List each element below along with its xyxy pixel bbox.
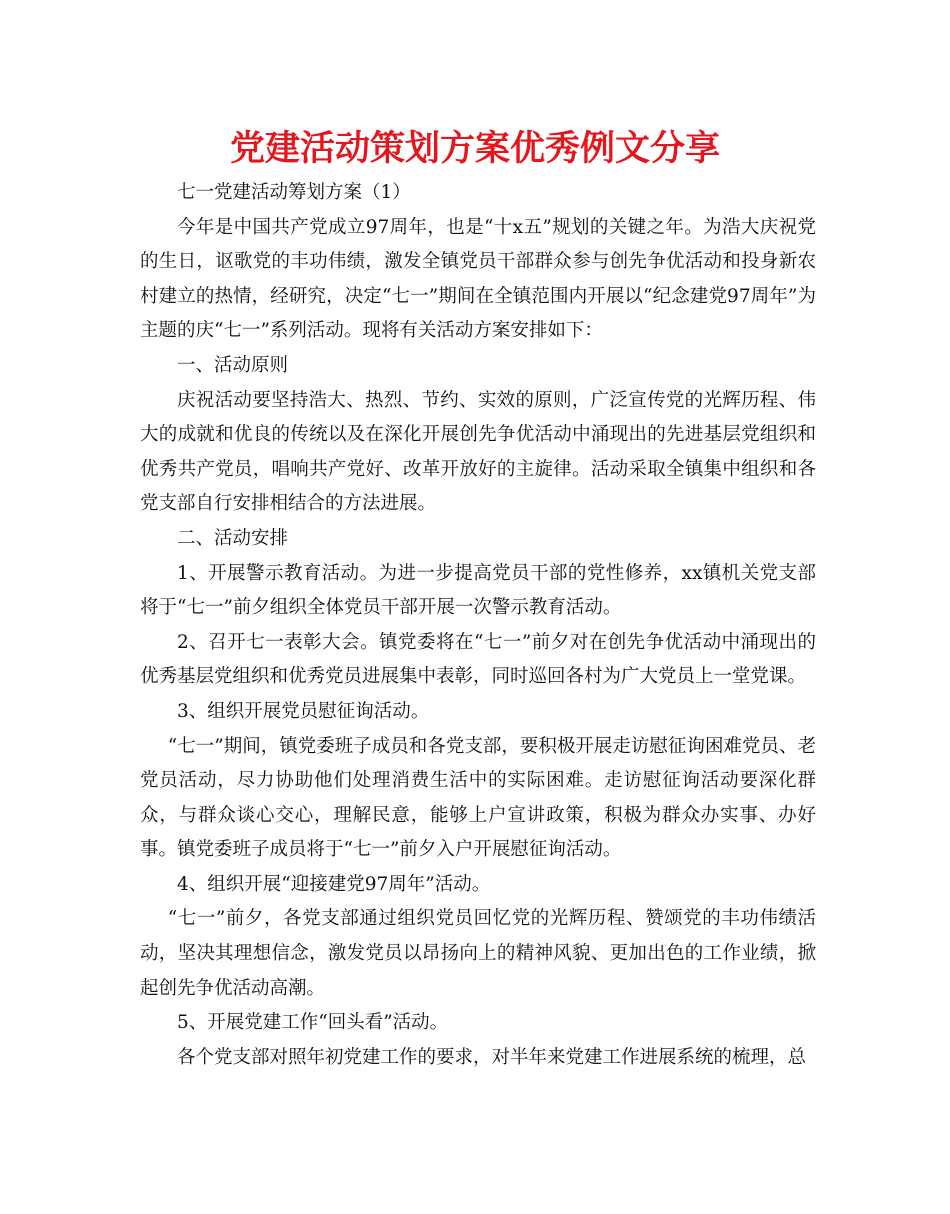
paragraph: 今年是中国共产党成立97周年，也是“十x五”规划的关键之年。为浩大庆祝党的生日，讴歌党的丰功伟绩，激发全镇党员干部群众参与创先争优活动和投身新农村建立的热情，经研究，决定“七一”期间在全镇范围内开展以“纪念建党97周年”为主题的庆“七一”系列活动。现将有关活动方案安排如下： xyxy=(140,216,816,342)
paragraph: “七一”前夕，各党支部通过组织党员回忆党的光辉历程、赞颂党的丰功伟绩活动，坚决其理想信念，激发党员以昂扬向上的精神风貌、更加出色的工作业绩，掀起创先争优活动高潮。 xyxy=(140,908,816,999)
paragraph: 5、开展党建工作“回头看”活动。 xyxy=(177,1012,449,1034)
paragraph: 各个党支部对照年初党建工作的要求，对半年来党建工作进展系统的梳理，总 xyxy=(177,1046,807,1068)
section-heading: 七一党建活动筹划方案（1） xyxy=(177,182,411,203)
paragraph: “七一”期间，镇党委班子成员和各党支部，要积极开展走访慰征询困难党员、老党员活动，尽力协助他们处理消费生活中的实际困难。走访慰征询活动要深化群众，与群众谈心交心，理解民意，能够上户宣讲政策，积极为群众办实事、办好事。镇党委班子成员将于“七一”前夕入户开展慰征询活动。 xyxy=(140,735,816,861)
document-title: 党建活动策划方案优秀例文分享 xyxy=(229,129,720,169)
paragraph: 3、组织开展党员慰征询活动。 xyxy=(177,700,430,722)
section-heading: 二、活动安排 xyxy=(177,527,289,549)
paragraph: 庆祝活动要坚持浩大、热烈、节约、实效的原则，广泛宣传党的光辉历程、伟大的成就和优良的传统以及在深化开展创先争优活动中涌现出的先进基层党组织和优秀共产党员，唱响共产党好、改革开放好的主旋律。活动采取全镇集中组织和各党支部自行安排相结合的方法进展。 xyxy=(140,389,816,515)
paragraph: 1、开展警示教育活动。为进一步提高党员干部的党性修养，xx镇机关党支部将于“七一”前夕组织全体党员干部开展一次警示教育活动。 xyxy=(140,562,816,619)
section-heading: 一、活动原则 xyxy=(177,354,289,376)
paragraph: 2、召开七一表彰大会。镇党委将在“七一”前夕对在创先争优活动中涌现出的优秀基层党组织和优秀党员进展集中表彰，同时巡回各村为广大党员上一堂党课。 xyxy=(140,631,816,688)
document-body xyxy=(140,176,816,1075)
paragraph: 4、组织开展“迎接建党97周年”活动。 xyxy=(177,873,491,895)
